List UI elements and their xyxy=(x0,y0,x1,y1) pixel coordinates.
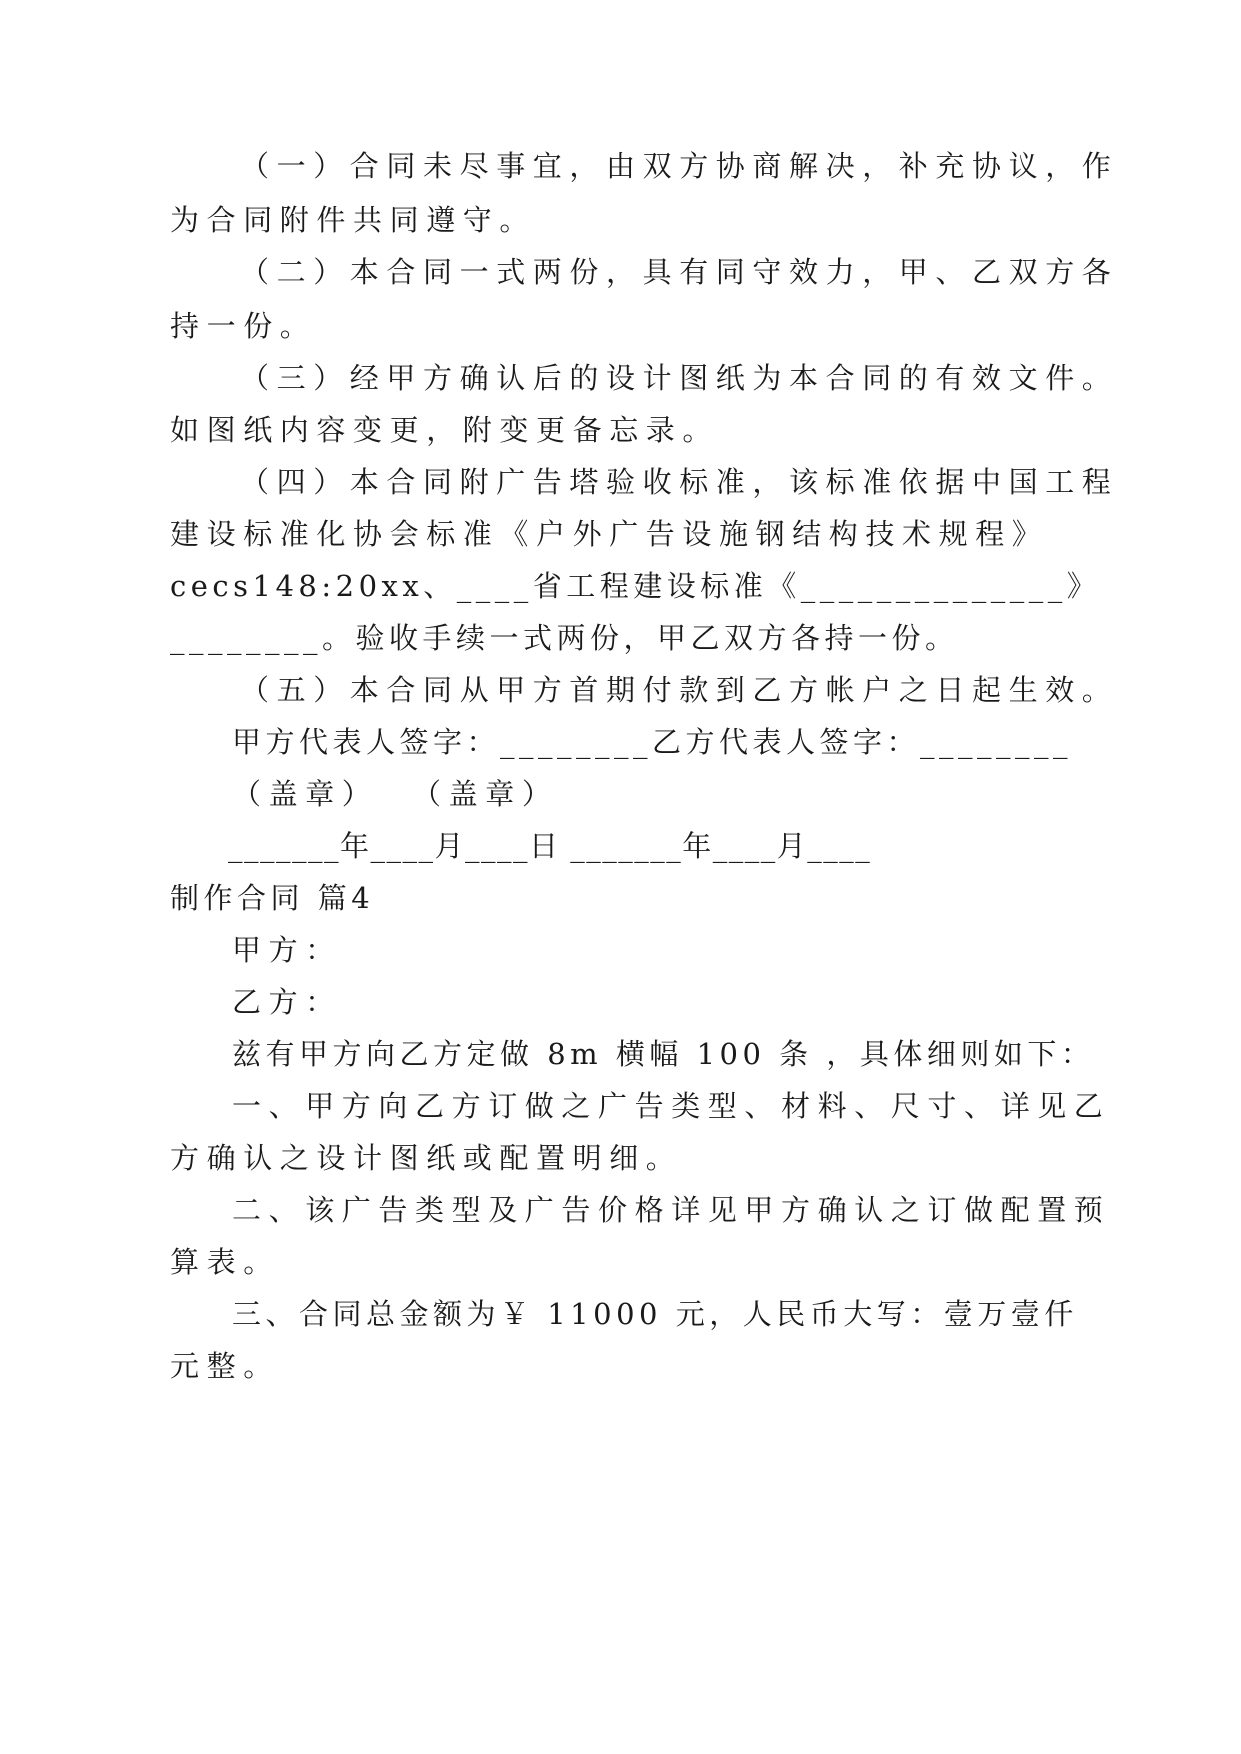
seal-line: （盖章） （盖章） xyxy=(232,777,559,811)
term-2-line-1: 二、该广告类型及广告价格详见甲方确认之订做配置预 xyxy=(232,1193,1111,1227)
clause-4-line-3: cecs148:20xx、____省工程建设标准《______________》 xyxy=(170,569,1101,603)
clause-3-line-2: 如图纸内容变更，附变更备忘录。 xyxy=(170,413,720,447)
clause-3-line-1: （三）经甲方确认后的设计图纸为本合同的有效文件。 xyxy=(240,361,1119,395)
term-1-line-1: 一、甲方向乙方订做之广告类型、材料、尺寸、详见乙 xyxy=(232,1089,1111,1123)
clause-1-line-1: （一）合同未尽事宜，由双方协商解决，补充协议，作 xyxy=(240,149,1119,183)
clause-4-line-4: ________。验收手续一式两份，甲乙双方各持一份。 xyxy=(170,621,959,655)
intro-line: 兹有甲方向乙方定做 8m 横幅 100 条 ，具体细则如下： xyxy=(232,1037,1095,1071)
clause-4-line-2: 建设标准化协会标准《户外广告设施钢结构技术规程》 xyxy=(170,517,1049,551)
term-3-line-2: 元整。 xyxy=(170,1349,280,1383)
term-3-line-1: 三、合同总金额为￥ 11000 元，人民币大写：壹万壹仟 xyxy=(232,1297,1078,1331)
term-1-line-2: 方确认之设计图纸或配置明细。 xyxy=(170,1141,683,1175)
clause-2-line-1: （二）本合同一式两份，具有同守效力，甲、乙双方各 xyxy=(240,255,1119,289)
clause-2-line-2: 持一份。 xyxy=(170,309,317,343)
clause-1-line-2: 为合同附件共同遵守。 xyxy=(170,203,537,237)
party-a-line: 甲方： xyxy=(232,933,342,967)
term-2-line-2: 算表。 xyxy=(170,1245,280,1279)
signature-line: 甲方代表人签字：________乙方代表人签字：________ xyxy=(232,725,1073,759)
date-line: _______年____月____日 _______年____月____ xyxy=(228,829,872,863)
party-b-line: 乙方： xyxy=(232,985,342,1019)
section-heading: 制作合同 篇4 xyxy=(170,881,375,915)
clause-5-line-1: （五）本合同从甲方首期付款到乙方帐户之日起生效。 xyxy=(240,673,1119,707)
clause-4-line-1: （四）本合同附广告塔验收标准，该标准依据中国工程 xyxy=(240,465,1119,499)
